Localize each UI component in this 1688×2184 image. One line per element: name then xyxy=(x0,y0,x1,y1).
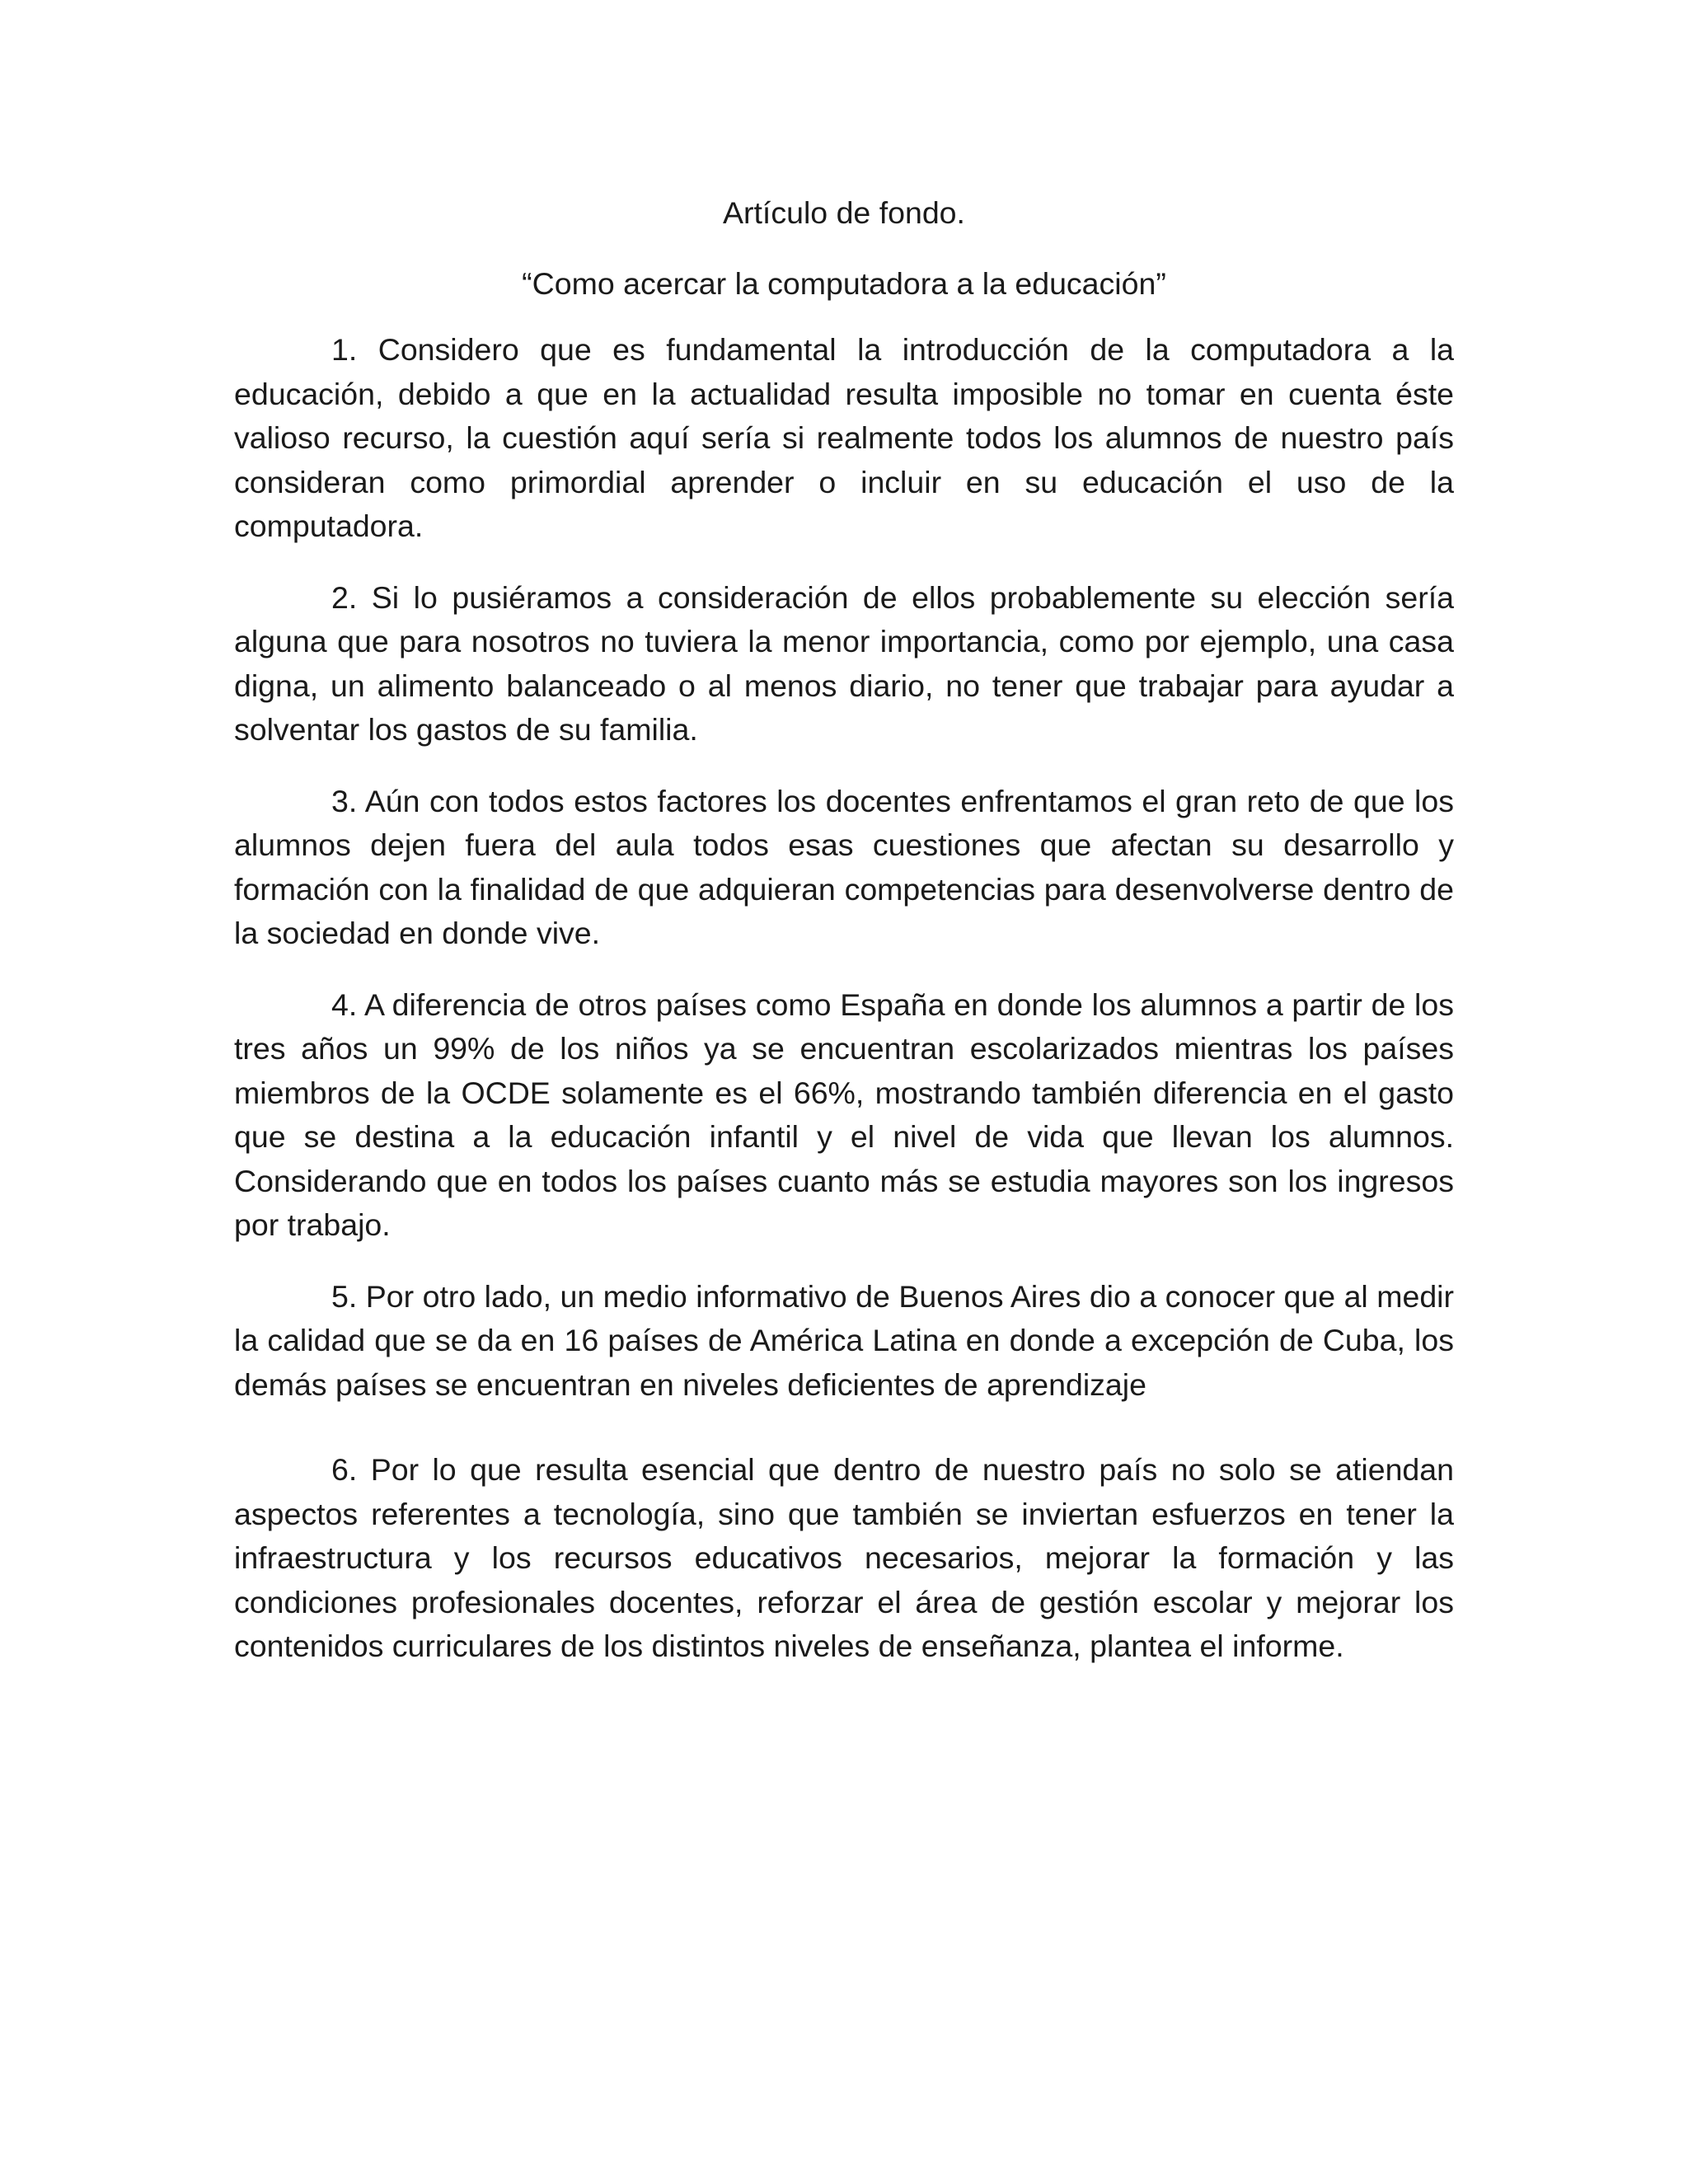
document-title: “Como acercar la computadora a la educación” xyxy=(522,266,1166,301)
paragraph-number: 4. xyxy=(331,987,358,1022)
paragraph-number: 5. xyxy=(331,1278,358,1314)
paragraph-number: 6. xyxy=(331,1452,358,1487)
paragraph-5 xyxy=(234,1275,1454,1408)
paragraph-text: Considero que es fundamental la introducción de la computadora a la educación, debido a que en la actualidad resulta imposible no tomar en cuenta éste valioso recurso, la cuestión aquí sería si realmente todos los alumnos de nuestro país consideran como primordial aprender o incluir en su educación el uso de la computadora. xyxy=(234,332,1455,543)
paragraph-number: 2. xyxy=(331,579,358,615)
paragraph-text: Por lo que resulta esencial que dentro de nuestro país no solo se atiendan aspectos referentes a tecnología, sino que también se inviertan esfuerzos en tener la infraestructura y los recursos educativos necesarios, mejorar la formación y las condiciones profesionales docentes, reforzar el área de gestión escolar y mejorar los contenidos curriculares de los distintos niveles de enseñanza, plantea el informe. xyxy=(234,1452,1454,1663)
paragraph-text: A diferencia de otros países como España en donde los alumnos a partir de los tres años un 99% de los niños ya se encuentran escolarizados mientras los países miembros de la OCDE solamente es el 66%, mostrando también diferencia en el gasto que se destina a la educación infantil y el nivel de vida que llevan los alumnos. Considerando que en todos los países cuanto más se estudia mayores son los ingresos por trabajo. xyxy=(234,987,1454,1242)
paragraph-2 xyxy=(234,576,1454,752)
document-heading: Artículo de fondo. xyxy=(723,195,965,230)
paragraph-number: 1. xyxy=(331,332,358,367)
paragraph-4 xyxy=(234,983,1454,1248)
paragraph-3 xyxy=(234,780,1454,956)
paragraph-text: Si lo pusiéramos a consideración de ellos probablemente su elección sería alguna que para nosotros no tuviera la menor importancia, como por ejemplo, una casa digna, un alimento balanceado o al menos diario, no tener que trabajar para ayudar a solventar los gastos de su familia. xyxy=(234,579,1455,747)
paragraph-text: Por otro lado, un medio informativo de Buenos Aires dio a conocer que al medir la calidad que se da en 16 países de América Latina en donde a excepción de Cuba, los demás países se encuentran en niveles deficientes de aprendizaje xyxy=(234,1278,1455,1402)
paragraph-6 xyxy=(234,1448,1454,1669)
paragraph-number: 3. xyxy=(331,783,358,818)
paragraph-1 xyxy=(234,328,1454,549)
paragraph-text: Aún con todos estos factores los docentes enfrentamos el gran reto de que los alumnos dejen fuera del aula todos esas cuestiones que afectan su desarrollo y formación con la finalidad de que adquieran competencias para desenvolverse dentro de la sociedad en donde vive. xyxy=(234,783,1454,950)
document-body xyxy=(234,191,1454,1696)
